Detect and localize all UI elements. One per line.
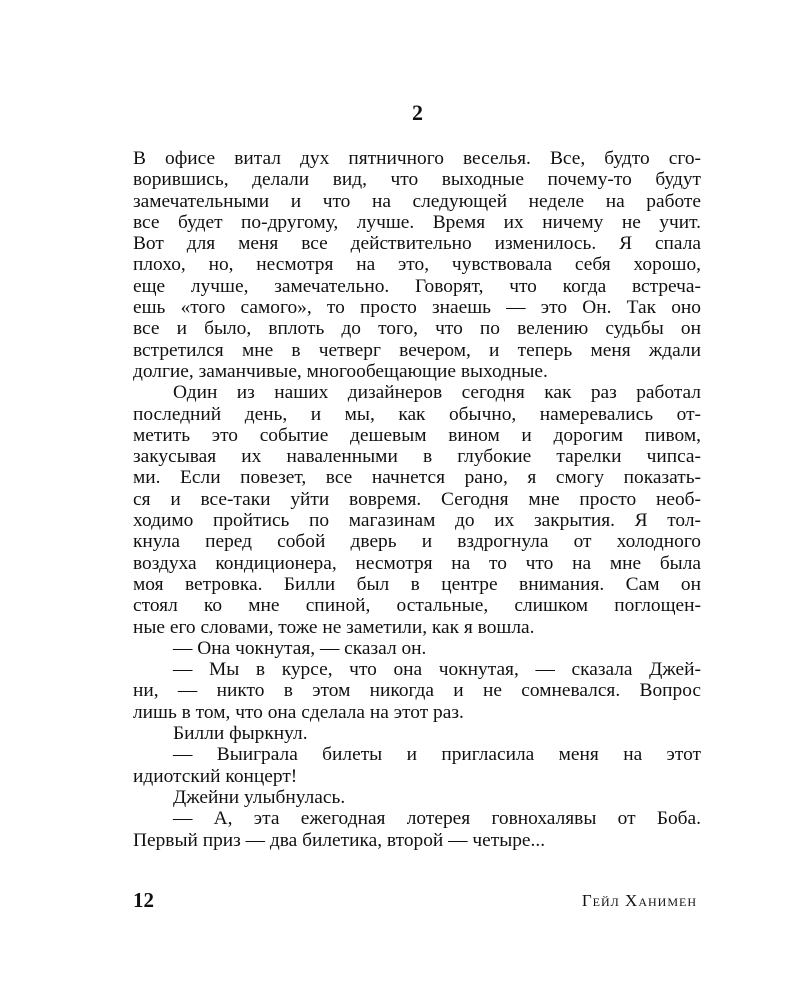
text-line: ни, — никто в этом никогда и не сомневался. Вопрос [133,680,701,702]
text-line: ся и все-таки уйти вовремя. Сегодня мне просто необ- [133,488,701,510]
text-line: Вот для меня все действительно изменилось. Я спала [133,233,701,255]
text-line: идиотский концерт! [133,765,298,787]
text-line: метить это событие дешевым вином и дорогим пивом, [133,424,701,446]
text-line: еще лучше, замечательно. Говорят, что когда встреча- [133,275,701,297]
text-line: ешь «того самого», то просто знаешь — это Он. Так оно [133,297,701,319]
text-line: замечательными и что на следующей неделе на работе [133,190,701,212]
chapter-number: 2 [412,100,423,125]
text-line: Один из наших дизайнеров сегодня как раз работал [173,382,701,404]
text-line: кнула перед собой дверь и вздрогнула от холодного [133,531,701,553]
text-line: плохо, но, несмотря на это, чувствовала себя хорошо, [133,254,701,276]
text-line: последний день, и мы, как обычно, намеревались от- [133,403,701,425]
text-line: Первый приз — два билетика, второй — четыре... [133,829,546,851]
text-line: — Мы в курсе, что она чокнутая, — сказала Джей- [173,659,701,681]
text-line: встретился мне в четверг вечером, и теперь меня ждали [133,339,701,361]
text-line: Билли фыркнул. [173,723,308,745]
text-line: моя ветровка. Билли был в центре внимания. Сам он [133,573,701,595]
text-line: лишь в том, что она сделала на этот раз. [133,701,464,723]
text-line: стоял ко мне спиной, остальные, слишком поглощен- [133,595,701,617]
text-line: ные его словами, тоже не заметили, как я вошла. [133,616,535,638]
text-line: воздуха кондиционера, несмотря на то что на мне была [133,552,701,574]
text-line: долгие, заманчивые, многообещающие выходные. [133,360,548,382]
running-footer-author: Гейл Ханимен [581,891,697,910]
text-line: закусывая их наваленными в глубокие тарелки чипса- [133,446,701,468]
text-line: В офисе витал дух пятничного веселья. Все, будто сго- [133,148,701,169]
page-number: 12 [133,888,154,912]
text-line: ми. Если повезет, все начнется рано, я смогу показать- [133,467,701,489]
text-line: все будет по-другому, лучше. Время их ничему не учит. [133,211,701,233]
text-line: — Выиграла билеты и пригласила меня на этот [173,744,701,766]
text-line: все и было, вплоть до того, что по велению судьбы он [133,318,701,340]
text-line: ворившись, делали вид, что выходные почему-то будут [133,169,701,191]
text-line: Джейни улыбнулась. [173,786,346,808]
text-line: — А, эта ежегодная лотерея говнохалявы от Боба. [173,808,701,830]
text-line: — Она чокнутая, — сказал он. [173,637,427,659]
text-line: ходимо пройтись по магазинам до их закрытия. Я тол- [133,510,701,532]
body-text [133,148,701,851]
